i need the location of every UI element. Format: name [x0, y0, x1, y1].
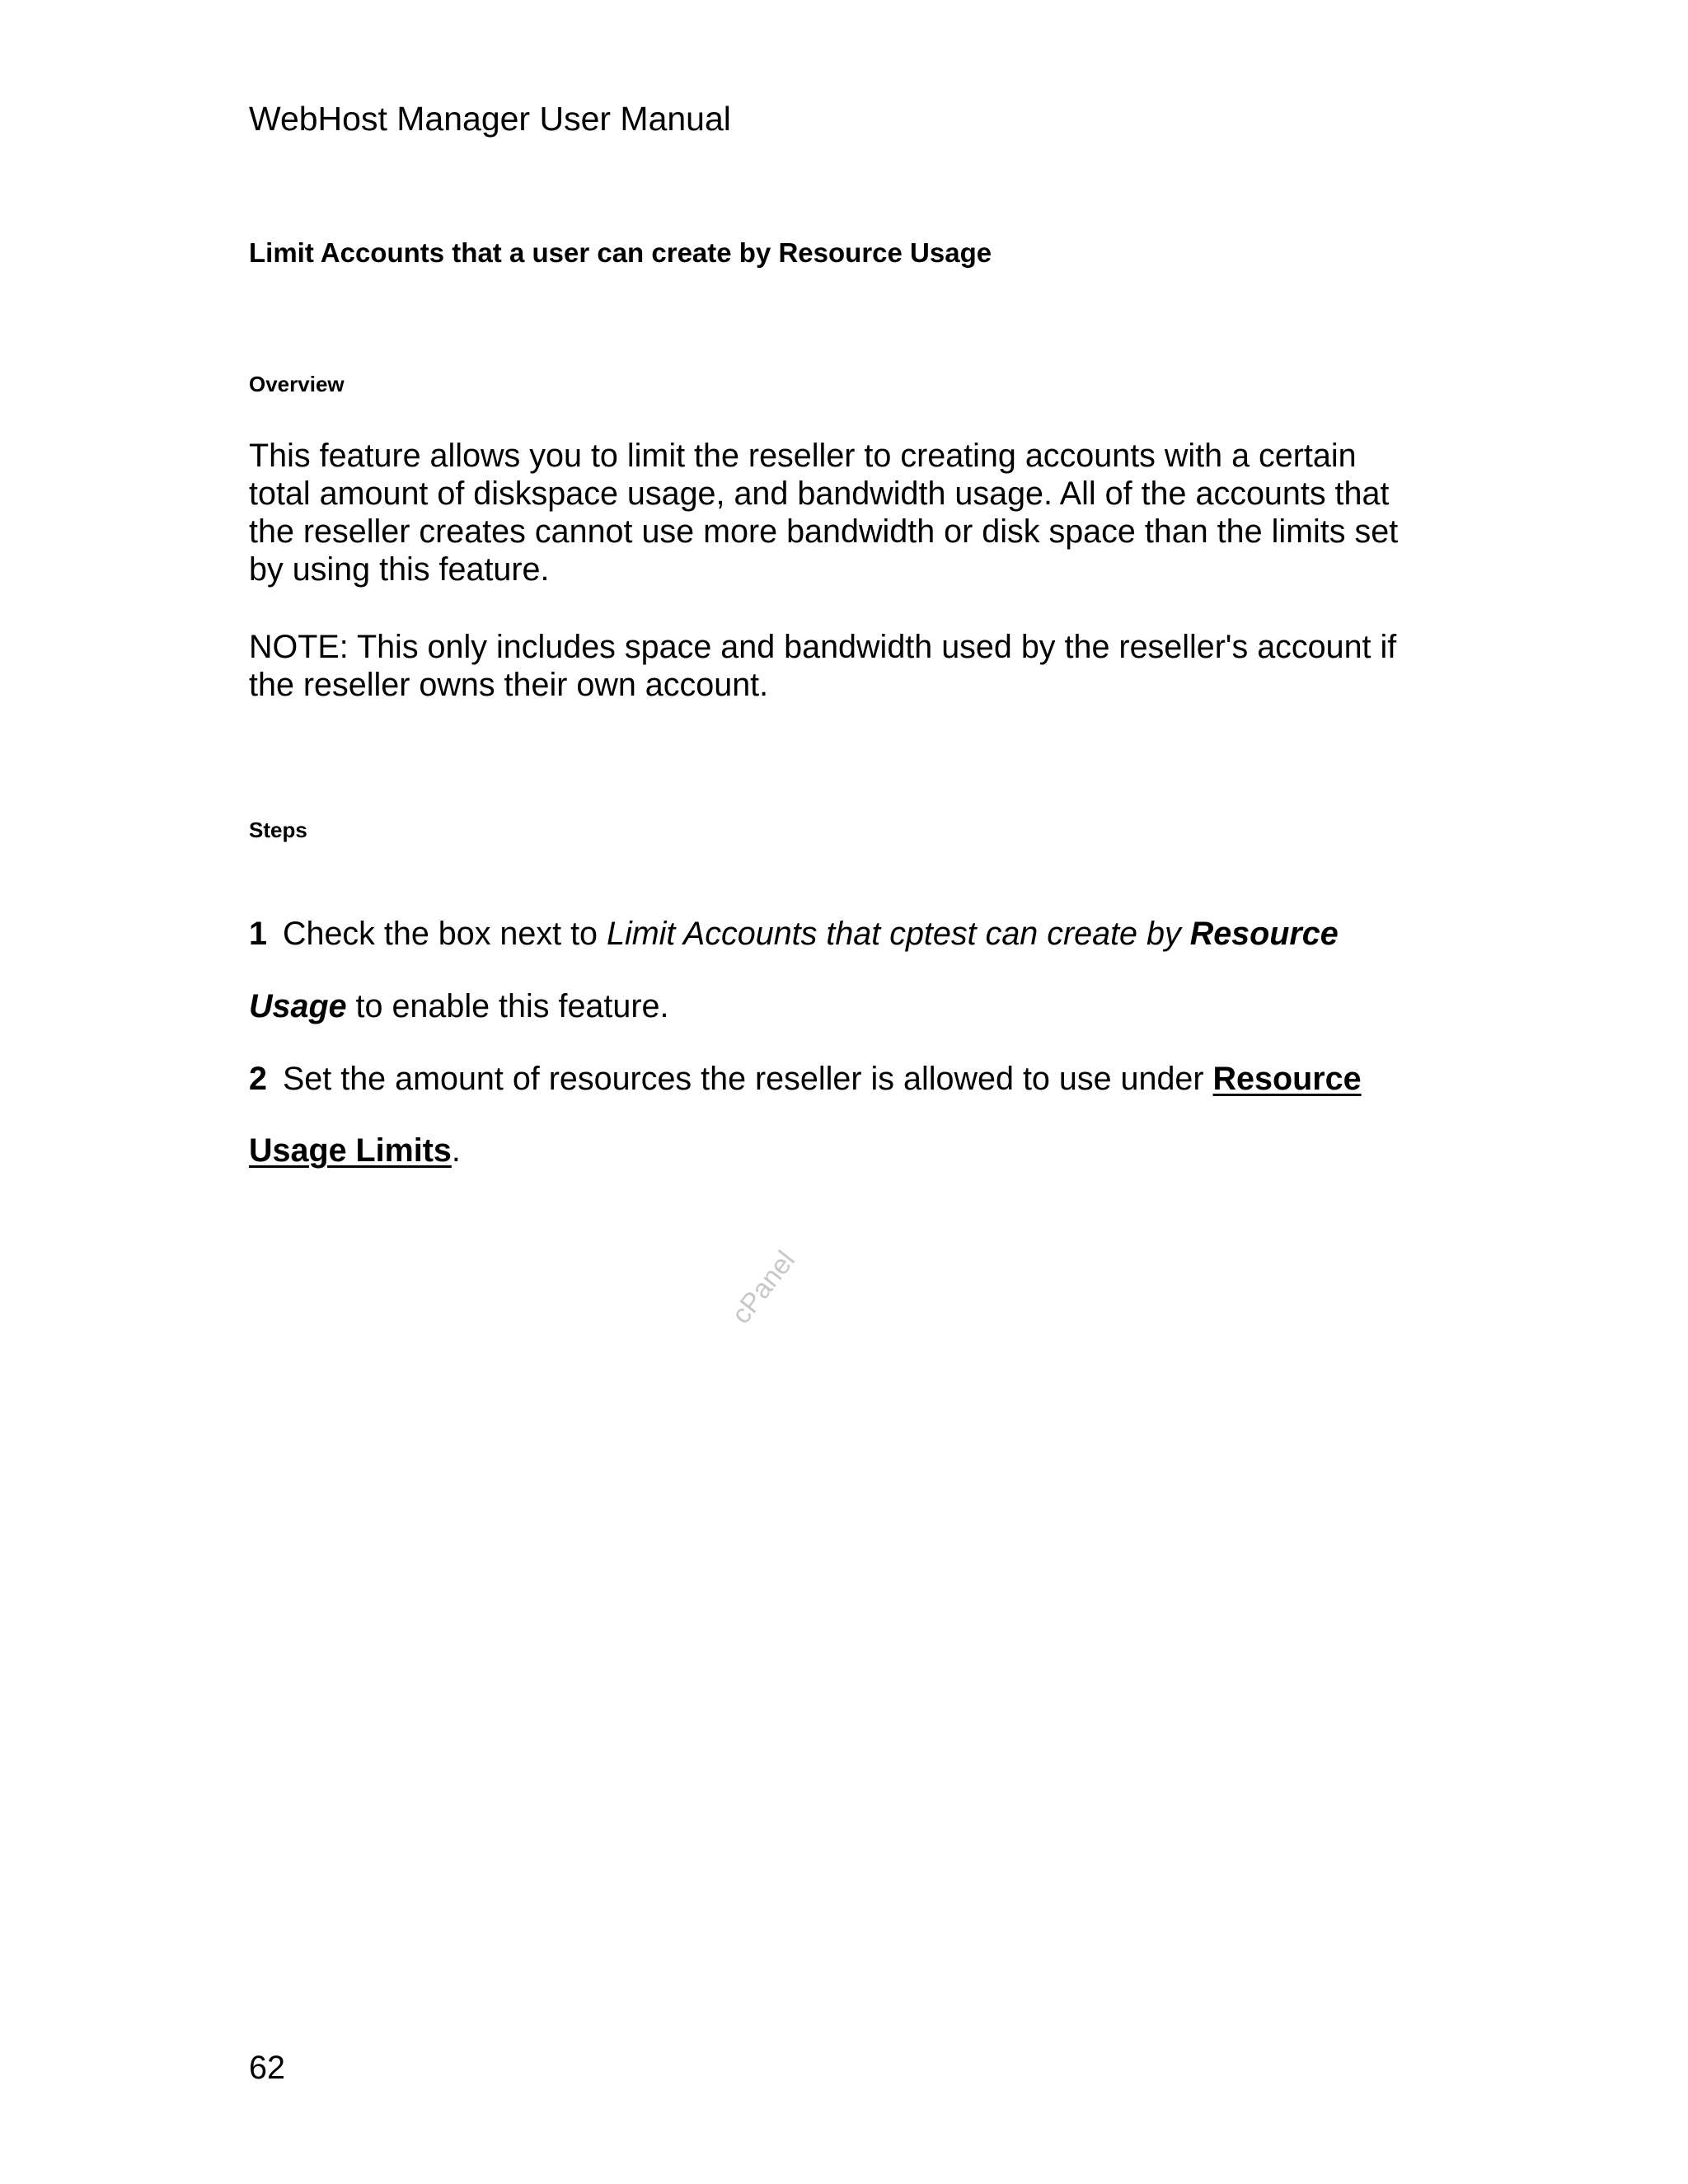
step-text: Set the amount of resources the reseller is allowed to use under: [282, 1061, 1213, 1097]
resource-usage-limits-reference: Usage Limits: [249, 1132, 452, 1169]
step-1-continued: [249, 986, 668, 1027]
step-option-emphasis: Usage: [249, 988, 347, 1024]
note-paragraph: [249, 628, 1452, 704]
step-text: Check the box next to: [282, 916, 607, 952]
step-option-name: Limit Accounts that cptest can create by: [607, 916, 1190, 952]
step-option-emphasis: Resource: [1189, 916, 1339, 952]
note-line: NOTE: This only includes space and bandwidth used by the reseller's account if: [249, 629, 1397, 665]
overview-line: This feature allows you to limit the reseller to creating accounts with a certain: [249, 438, 1357, 474]
note-line: the reseller owns their own account.: [249, 667, 769, 703]
overview-heading: Overview: [249, 372, 345, 396]
overview-paragraph: [249, 437, 1452, 588]
step-2-continued: [249, 1130, 461, 1171]
step-number: 2: [249, 1061, 267, 1097]
step-1: [249, 913, 1339, 954]
section-title: Limit Accounts that a user can create by Resource Usage: [249, 237, 992, 268]
step-text: to enable this feature.: [346, 988, 669, 1024]
page-number: 62: [249, 2050, 285, 2086]
resource-usage-limits-reference: Resource: [1212, 1061, 1362, 1097]
steps-heading: Steps: [249, 818, 307, 842]
step-text: .: [451, 1132, 461, 1169]
cpanel-watermark: cPanel: [725, 1244, 801, 1329]
step-number: 1: [249, 916, 267, 952]
overview-line: by using this feature.: [249, 551, 550, 588]
overview-line: total amount of diskspace usage, and bandwidth usage. All of the accounts that: [249, 476, 1390, 512]
running-header: WebHost Manager User Manual: [249, 100, 731, 138]
step-2: [249, 1058, 1362, 1099]
overview-line: the reseller creates cannot use more bandwidth or disk space than the limits set: [249, 513, 1399, 550]
